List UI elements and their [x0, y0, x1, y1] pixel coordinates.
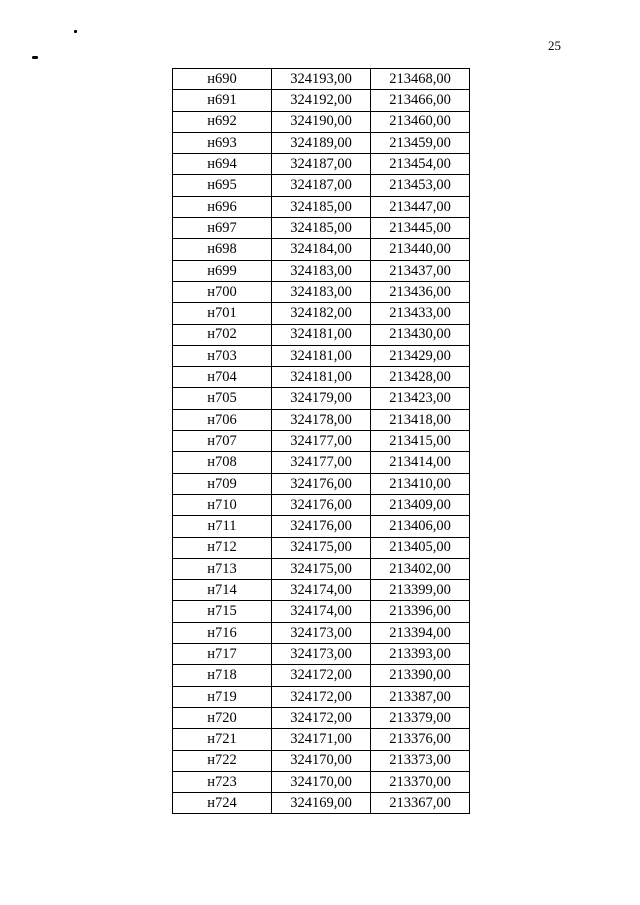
x-coordinate-cell: 324177,00	[272, 452, 371, 473]
point-id-cell: н709	[173, 473, 272, 494]
point-id-cell: н723	[173, 771, 272, 792]
y-coordinate-cell: 213390,00	[371, 665, 470, 686]
x-coordinate-cell: 324171,00	[272, 729, 371, 750]
y-coordinate-cell: 213466,00	[371, 90, 470, 111]
point-id-cell: н711	[173, 516, 272, 537]
y-coordinate-cell: 213423,00	[371, 388, 470, 409]
point-id-cell: н703	[173, 345, 272, 366]
y-coordinate-cell: 213396,00	[371, 601, 470, 622]
point-id-cell: н722	[173, 750, 272, 771]
point-id-cell: н699	[173, 260, 272, 281]
y-coordinate-cell: 213394,00	[371, 622, 470, 643]
x-coordinate-cell: 324175,00	[272, 537, 371, 558]
y-coordinate-cell: 213453,00	[371, 175, 470, 196]
table-row	[173, 324, 470, 345]
point-id-cell: н704	[173, 367, 272, 388]
x-coordinate-cell: 324190,00	[272, 111, 371, 132]
x-coordinate-cell: 324181,00	[272, 345, 371, 366]
x-coordinate-cell: 324172,00	[272, 665, 371, 686]
x-coordinate-cell: 324169,00	[272, 793, 371, 814]
table-row	[173, 367, 470, 388]
table-row	[173, 69, 470, 90]
point-id-cell: н698	[173, 239, 272, 260]
table-row	[173, 644, 470, 665]
y-coordinate-cell: 213376,00	[371, 729, 470, 750]
table-row	[173, 622, 470, 643]
page-number: 25	[548, 38, 561, 53]
table-row	[173, 281, 470, 302]
y-coordinate-cell: 213454,00	[371, 154, 470, 175]
table-row	[173, 303, 470, 324]
point-id-cell: н720	[173, 707, 272, 728]
point-id-cell: н702	[173, 324, 272, 345]
x-coordinate-cell: 324192,00	[272, 90, 371, 111]
point-id-cell: н692	[173, 111, 272, 132]
table-row	[173, 260, 470, 281]
x-coordinate-cell: 324176,00	[272, 473, 371, 494]
x-coordinate-cell: 324185,00	[272, 196, 371, 217]
table-row	[173, 516, 470, 537]
x-coordinate-cell: 324182,00	[272, 303, 371, 324]
x-coordinate-cell: 324174,00	[272, 580, 371, 601]
y-coordinate-cell: 213433,00	[371, 303, 470, 324]
point-id-cell: н714	[173, 580, 272, 601]
y-coordinate-cell: 213402,00	[371, 558, 470, 579]
y-coordinate-cell: 213440,00	[371, 239, 470, 260]
x-coordinate-cell: 324173,00	[272, 644, 371, 665]
table-row	[173, 388, 470, 409]
point-id-cell: н712	[173, 537, 272, 558]
x-coordinate-cell: 324183,00	[272, 281, 371, 302]
y-coordinate-cell: 213370,00	[371, 771, 470, 792]
point-id-cell: н691	[173, 90, 272, 111]
point-id-cell: н700	[173, 281, 272, 302]
point-id-cell: н705	[173, 388, 272, 409]
x-coordinate-cell: 324176,00	[272, 516, 371, 537]
table-row	[173, 707, 470, 728]
table-row	[173, 580, 470, 601]
point-id-cell: н696	[173, 196, 272, 217]
x-coordinate-cell: 324185,00	[272, 218, 371, 239]
table-row	[173, 239, 470, 260]
table-row	[173, 196, 470, 217]
y-coordinate-cell: 213418,00	[371, 409, 470, 430]
point-id-cell: н716	[173, 622, 272, 643]
coordinates-table	[172, 68, 470, 814]
y-coordinate-cell: 213367,00	[371, 793, 470, 814]
table-row	[173, 409, 470, 430]
y-coordinate-cell: 213399,00	[371, 580, 470, 601]
y-coordinate-cell: 213406,00	[371, 516, 470, 537]
x-coordinate-cell: 324183,00	[272, 260, 371, 281]
y-coordinate-cell: 213409,00	[371, 494, 470, 515]
y-coordinate-cell: 213459,00	[371, 132, 470, 153]
y-coordinate-cell: 213393,00	[371, 644, 470, 665]
x-coordinate-cell: 324170,00	[272, 750, 371, 771]
y-coordinate-cell: 213379,00	[371, 707, 470, 728]
x-coordinate-cell: 324170,00	[272, 771, 371, 792]
point-id-cell: н715	[173, 601, 272, 622]
x-coordinate-cell: 324181,00	[272, 367, 371, 388]
point-id-cell: н708	[173, 452, 272, 473]
table-row	[173, 558, 470, 579]
point-id-cell: н724	[173, 793, 272, 814]
table-row	[173, 537, 470, 558]
point-id-cell: н717	[173, 644, 272, 665]
y-coordinate-cell: 213460,00	[371, 111, 470, 132]
x-coordinate-cell: 324181,00	[272, 324, 371, 345]
table-row	[173, 729, 470, 750]
y-coordinate-cell: 213430,00	[371, 324, 470, 345]
x-coordinate-cell: 324184,00	[272, 239, 371, 260]
point-id-cell: н718	[173, 665, 272, 686]
scan-speck	[32, 56, 38, 59]
y-coordinate-cell: 213468,00	[371, 69, 470, 90]
table-row	[173, 601, 470, 622]
x-coordinate-cell: 324176,00	[272, 494, 371, 515]
point-id-cell: н695	[173, 175, 272, 196]
x-coordinate-cell: 324177,00	[272, 431, 371, 452]
x-coordinate-cell: 324173,00	[272, 622, 371, 643]
y-coordinate-cell: 213410,00	[371, 473, 470, 494]
table-row	[173, 132, 470, 153]
scan-speck	[74, 30, 77, 33]
point-id-cell: н721	[173, 729, 272, 750]
x-coordinate-cell: 324187,00	[272, 175, 371, 196]
table-row	[173, 111, 470, 132]
point-id-cell: н701	[173, 303, 272, 324]
table-row	[173, 431, 470, 452]
table-row	[173, 175, 470, 196]
table-row	[173, 494, 470, 515]
point-id-cell: н690	[173, 69, 272, 90]
y-coordinate-cell: 213405,00	[371, 537, 470, 558]
x-coordinate-cell: 324193,00	[272, 69, 371, 90]
y-coordinate-cell: 213428,00	[371, 367, 470, 388]
table-row	[173, 218, 470, 239]
x-coordinate-cell: 324189,00	[272, 132, 371, 153]
point-id-cell: н713	[173, 558, 272, 579]
x-coordinate-cell: 324179,00	[272, 388, 371, 409]
y-coordinate-cell: 213373,00	[371, 750, 470, 771]
y-coordinate-cell: 213445,00	[371, 218, 470, 239]
coordinates-table-body	[173, 69, 470, 814]
table-row	[173, 90, 470, 111]
point-id-cell: н694	[173, 154, 272, 175]
table-row	[173, 750, 470, 771]
point-id-cell: н693	[173, 132, 272, 153]
x-coordinate-cell: 324178,00	[272, 409, 371, 430]
y-coordinate-cell: 213447,00	[371, 196, 470, 217]
x-coordinate-cell: 324187,00	[272, 154, 371, 175]
table-row	[173, 452, 470, 473]
y-coordinate-cell: 213437,00	[371, 260, 470, 281]
x-coordinate-cell: 324172,00	[272, 707, 371, 728]
y-coordinate-cell: 213436,00	[371, 281, 470, 302]
point-id-cell: н697	[173, 218, 272, 239]
table-row	[173, 154, 470, 175]
point-id-cell: н706	[173, 409, 272, 430]
y-coordinate-cell: 213387,00	[371, 686, 470, 707]
point-id-cell: н707	[173, 431, 272, 452]
point-id-cell: н710	[173, 494, 272, 515]
table-row	[173, 473, 470, 494]
table-row	[173, 345, 470, 366]
point-id-cell: н719	[173, 686, 272, 707]
y-coordinate-cell: 213429,00	[371, 345, 470, 366]
y-coordinate-cell: 213415,00	[371, 431, 470, 452]
table-row	[173, 771, 470, 792]
y-coordinate-cell: 213414,00	[371, 452, 470, 473]
x-coordinate-cell: 324174,00	[272, 601, 371, 622]
x-coordinate-cell: 324175,00	[272, 558, 371, 579]
x-coordinate-cell: 324172,00	[272, 686, 371, 707]
table-row	[173, 793, 470, 814]
table-row	[173, 686, 470, 707]
table-row	[173, 665, 470, 686]
